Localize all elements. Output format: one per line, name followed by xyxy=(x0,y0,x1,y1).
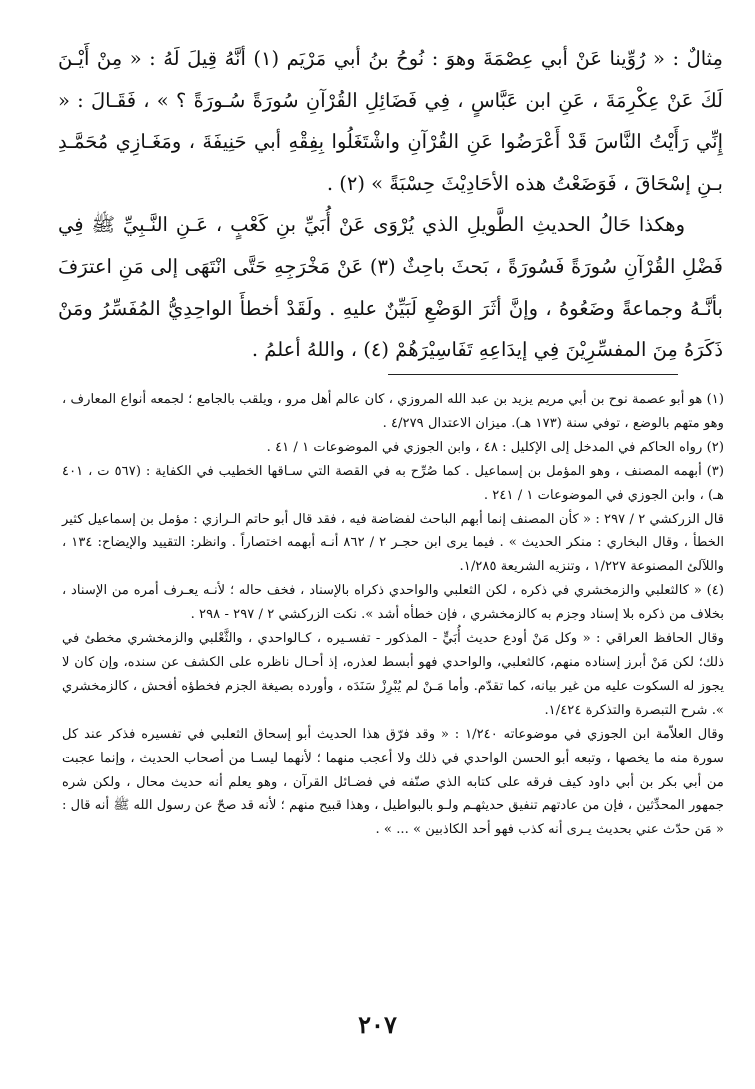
footnotes xyxy=(62,388,724,842)
footnote-3-continued: قال الزركشي ٢ / ٢٩٧ : « كأن المصنف إنما أبهم الباحث لفضاضة فيه ، فقد قال أبو حاتم الـرازي : مؤمل بن إسماعيل كثير الخطأ ، وقال البخاري : منكر الحديث » . فيما يرى ابن حجـر ٢ / ٨٦٢ أنـه أبهمه اختصاراً . وانظر: التقييد والإيضاح: ١٣٤ ، واللآلئ المصنوعة ١/٢٢٧ ، وتنزيه الشريعة ١/٢٨٥. xyxy=(62,511,725,575)
page-number: ٢٠٧ xyxy=(358,1010,397,1039)
main-paragraph-2: وهكذا حَالُ الحديثِ الطَّويلِ الذي يُرْوَى عَنْ أُبَيِّ بنِ كَعْبٍ ، عَـنِ النَّـبِيِّ ﷺ فِي فَضْلِ القُرْآنِ سُورَةً فَسُورَةً ، بَحثَ باحِثٌ (٣) عَنْ مَخْرَجِهِ حَتَّى انْتَهَى إلى مَنِ اعترَفَ بأنَّـهُ وجماعةً وضَعُوهُ ، وإنَّ أثَرَ الوَضْعِ لَبَيِّنٌ عليهِ . ولَقَدْ أخطأَ الواحِدِيُّ المُفَسِّرُ ومَنْ ذَكَرَهُ مِنَ المفسِّرِيْنَ فِي إيدَاعِهِ تَفَاسِيْرَهُمْ (٤) ، واللهُ أعلمُ . xyxy=(58,213,723,362)
footnote-1: (١) هو أبو عصمة نوح بن أبي مريم يزيد بن عبد الله المروزي ، كان عالم أهل مرو ، ويلقب بالجامع ؛ لجمعه أنواع المعارف ، وهو متهم بالوضع ، توفي سنة (١٧٣ هـ). ميزان الاعتدال ٤/٢٧٩ . xyxy=(62,392,724,431)
footnote-4-iraqi-quote: وقال الحافظ العراقي : « وكل مَنْ أودع حديث أُبَيٍّ - المذكور - تفسـيره ، كـالواحدي ، والثَّعْلبي والزمخشري مخطئ في ذلك؛ لكن مَنْ أبرز إسناده منهم، كالثعلبي، والواحدي فهو أبسط لعذره، إذ أحـال ناظره على الكشف عن سنده، وإن كان لا يجوز له السكوت عليه من غير بيانه، كما تقدّم. وأما مَـنْ لم يُبْرِزْ سَنَدَه ، وأورده بصيغة الجزم فخطؤه أفحش ، كالزمخشري ». شرح التبصرة والتذكرة ١/٤٢٤. xyxy=(62,631,724,718)
footnote-3: (٣) أبهمه المصنف ، وهو المؤمل بن إسماعيل . كما صُرِّح به في القصة التي سـاقها الخطيب في الكفاية : (٥٦٧ ت ، ٤٠١ هـ) ، وابن الجوزي في الموضوعات ١ / ٢٤١ . xyxy=(62,463,725,503)
main-text xyxy=(58,38,723,371)
footnote-4: (٤) « كالثعلبي والزمخشري في ذكره ، لكن الثعلبي والواحدي ذكراه بالإسناد ، فخف حاله ؛ لأنـه يعـرف أمره من الإسناد ، بخلاف من ذكره بلا إسناد وجزم به كالزمخشري ، فإن خطأه أشد ». نكت الزركشي ٢ / ٢٩٧ - ٢٩٨ . xyxy=(62,583,724,623)
footnote-4-ibn-jawzi-quote: وقال العلاّمة ابن الجوزي في موضوعاته ١/٢٤٠ : « وقد فرّق هذا الحديث أبو إسحاق الثعلبي في تفسيره فذكر عند كل سورة منه ما يخصها ، وتبعه أبو الحسن الواحدي في ذلك ولا أعجب منهما ؛ لأنهما ليسـا من أصحاب الحديث ، وإنما عجبت من أبي بكر بن أبي داود كيف فرقه على كتابه الذي صنّفه في فضـائل القرآن ، وهو يعلم أنه حديث محال ، ولكن شره جمهور المحدِّثين ، فإن من عادتهم تنفيق حديثهـم ولـو بالبواطيل ، وهذا قبيح منهم ؛ لأنه قد صحّ عن رسول الله ﷺ أنه قال : « مَن حدّث عني بحديث يـرى أنه كذب فهو أحد الكاذبين » ... » . xyxy=(62,726,724,838)
footnote-2: (٢) رواه الحاكم في المدخل إلى الإكليل : ٤٨ ، وابن الجوزي في الموضوعات ١ / ٤١ . xyxy=(266,439,724,455)
main-paragraph-1: مِثالٌ : « رُوِّينا عَنْ أبي عِصْمَةَ وهوَ : نُوحُ بنُ أبي مَرْيَم (١) أنَّهُ قِيلَ لَهُ : « مِنْ أَيْـنَ لَكَ عَنْ عِكْرِمَةَ ، عَنِ ابن عَبَّاسٍ ، فِي فَضَائِلِ القُرْآنِ سُورَةً سُـورَةً ؟ » ، فَقَـالَ : « إِنِّي رَأَيْتُ النَّاسَ قَدْ أَعْرَضُوا عَنِ القُرْآنِ واشْتَغَلُوا بِفِقْهِ أبي حَنِيفَةَ ، ومَغَـازِي مُحَمَّـدِ بـنِ إسْحَاقَ ، فَوَضَعْتُ هذه الأحَادِيْثَ حِسْبَةً » (٢) . xyxy=(58,47,724,195)
footnote-separator xyxy=(388,374,678,375)
